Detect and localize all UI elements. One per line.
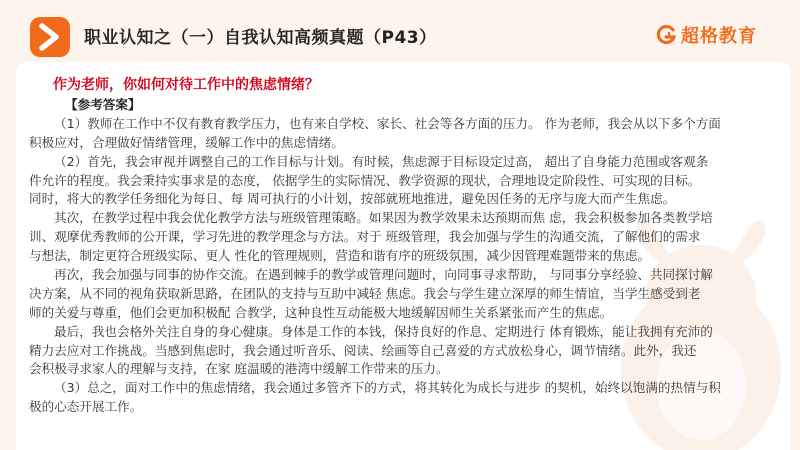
brand-logo-text: 超格教育 bbox=[681, 26, 757, 47]
answer-line: （1）教师在工作中不仅有教育教学压力，也有来自学校、家长、社会等各方面的压力。 作为老师，我会从以下多个方面 bbox=[54, 115, 721, 131]
page-title: 职业认知之（一）自我认知高频真题（P43） bbox=[84, 28, 437, 48]
answer-line: 再次，我会加强与同事的协作交流。在遇到棘手的教学或管理问题时，向同事寻求帮助， 与同事分享经验、共同探讨解 bbox=[54, 267, 713, 283]
brand-logo bbox=[655, 20, 757, 50]
brand-logo-icon bbox=[655, 24, 677, 46]
question-heading: 作为老师，你如何对待工作中的焦虑情绪？ bbox=[53, 77, 319, 93]
answer-label: 【参考答案】 bbox=[65, 97, 141, 112]
arrow-badge-icon bbox=[30, 17, 70, 57]
answer-body bbox=[29, 96, 779, 417]
answer-line: 会积极寻求家人的理解与支持，在家 庭温暖的港湾中缓解工作带来的压力。 bbox=[29, 361, 449, 377]
answer-line: 极的心态开展工作。 bbox=[29, 399, 143, 415]
answer-line: 最后，我也会格外关注自身的身心健康。身体是工作的本钱，保持良好的作息、定期进行 体育锻炼，能让我拥有充沛的 bbox=[54, 323, 713, 339]
answer-line: 其次，在教学过程中我会优化教学方法与班级管理策略。如果因为教学效果未达预期而焦 虑，我会积极参加各类教学培 bbox=[54, 210, 713, 226]
answer-line: 件允许的程度。我会秉持实事求是的态度， 依据学生的实际情况、教学资源的现状，合理地设定阶段性、可实现的目标。 bbox=[29, 172, 701, 188]
answer-line: 积极应对，合理做好情绪管理，缓解工作中的焦虑情绪。 bbox=[29, 134, 344, 150]
answer-line: 精力去应对工作挑战。当感到焦虑时，我会通过听音乐、阅读、绘画等自己喜爱的方式放松身心，调节情绪。此外，我还 bbox=[29, 342, 697, 358]
answer-line: 师的关爱与尊重，他们会更加积极配 合教学，这种良性互动能极大地缓解因师生关系紧张而产生的焦虑。 bbox=[29, 304, 613, 320]
answer-line: 与想法，制定更符合班级实际、更人 性化的管理规则，营造和谐有序的班级氛围，减少因管理难题带来的焦虑。 bbox=[29, 248, 651, 264]
header-bar bbox=[0, 0, 800, 62]
content-card bbox=[16, 62, 791, 450]
answer-line: （2）首先，我会审视并调整自己的工作目标与计划。有时候，焦虑源于目标设定过高， 超出了自身能力范围或客观条 bbox=[54, 153, 709, 169]
answer-line: 同时，将大的教学任务细化为每日、每 周可执行的小计划，按部就班地推进，避免因任务的无序与庞大而产生焦虑。 bbox=[29, 191, 676, 207]
answer-line: 训、观摩优秀教师的公开课，学习先进的教学理念与方法。对于 班级管理，我会加强与学生的沟通交流，了解他们的需求 bbox=[29, 229, 701, 245]
answer-line: （3）总之，面对工作中的焦虑情绪，我会通过多管齐下的方式，将其转化为成长与进步 的契机，始终以饱满的热情与积 bbox=[54, 380, 721, 396]
answer-line: 决方案，从不同的视角获取新思路，在团队的支持与互助中减轻 焦虑。我会与学生建立深厚的师生情谊，当学生感受到老 bbox=[29, 285, 701, 301]
